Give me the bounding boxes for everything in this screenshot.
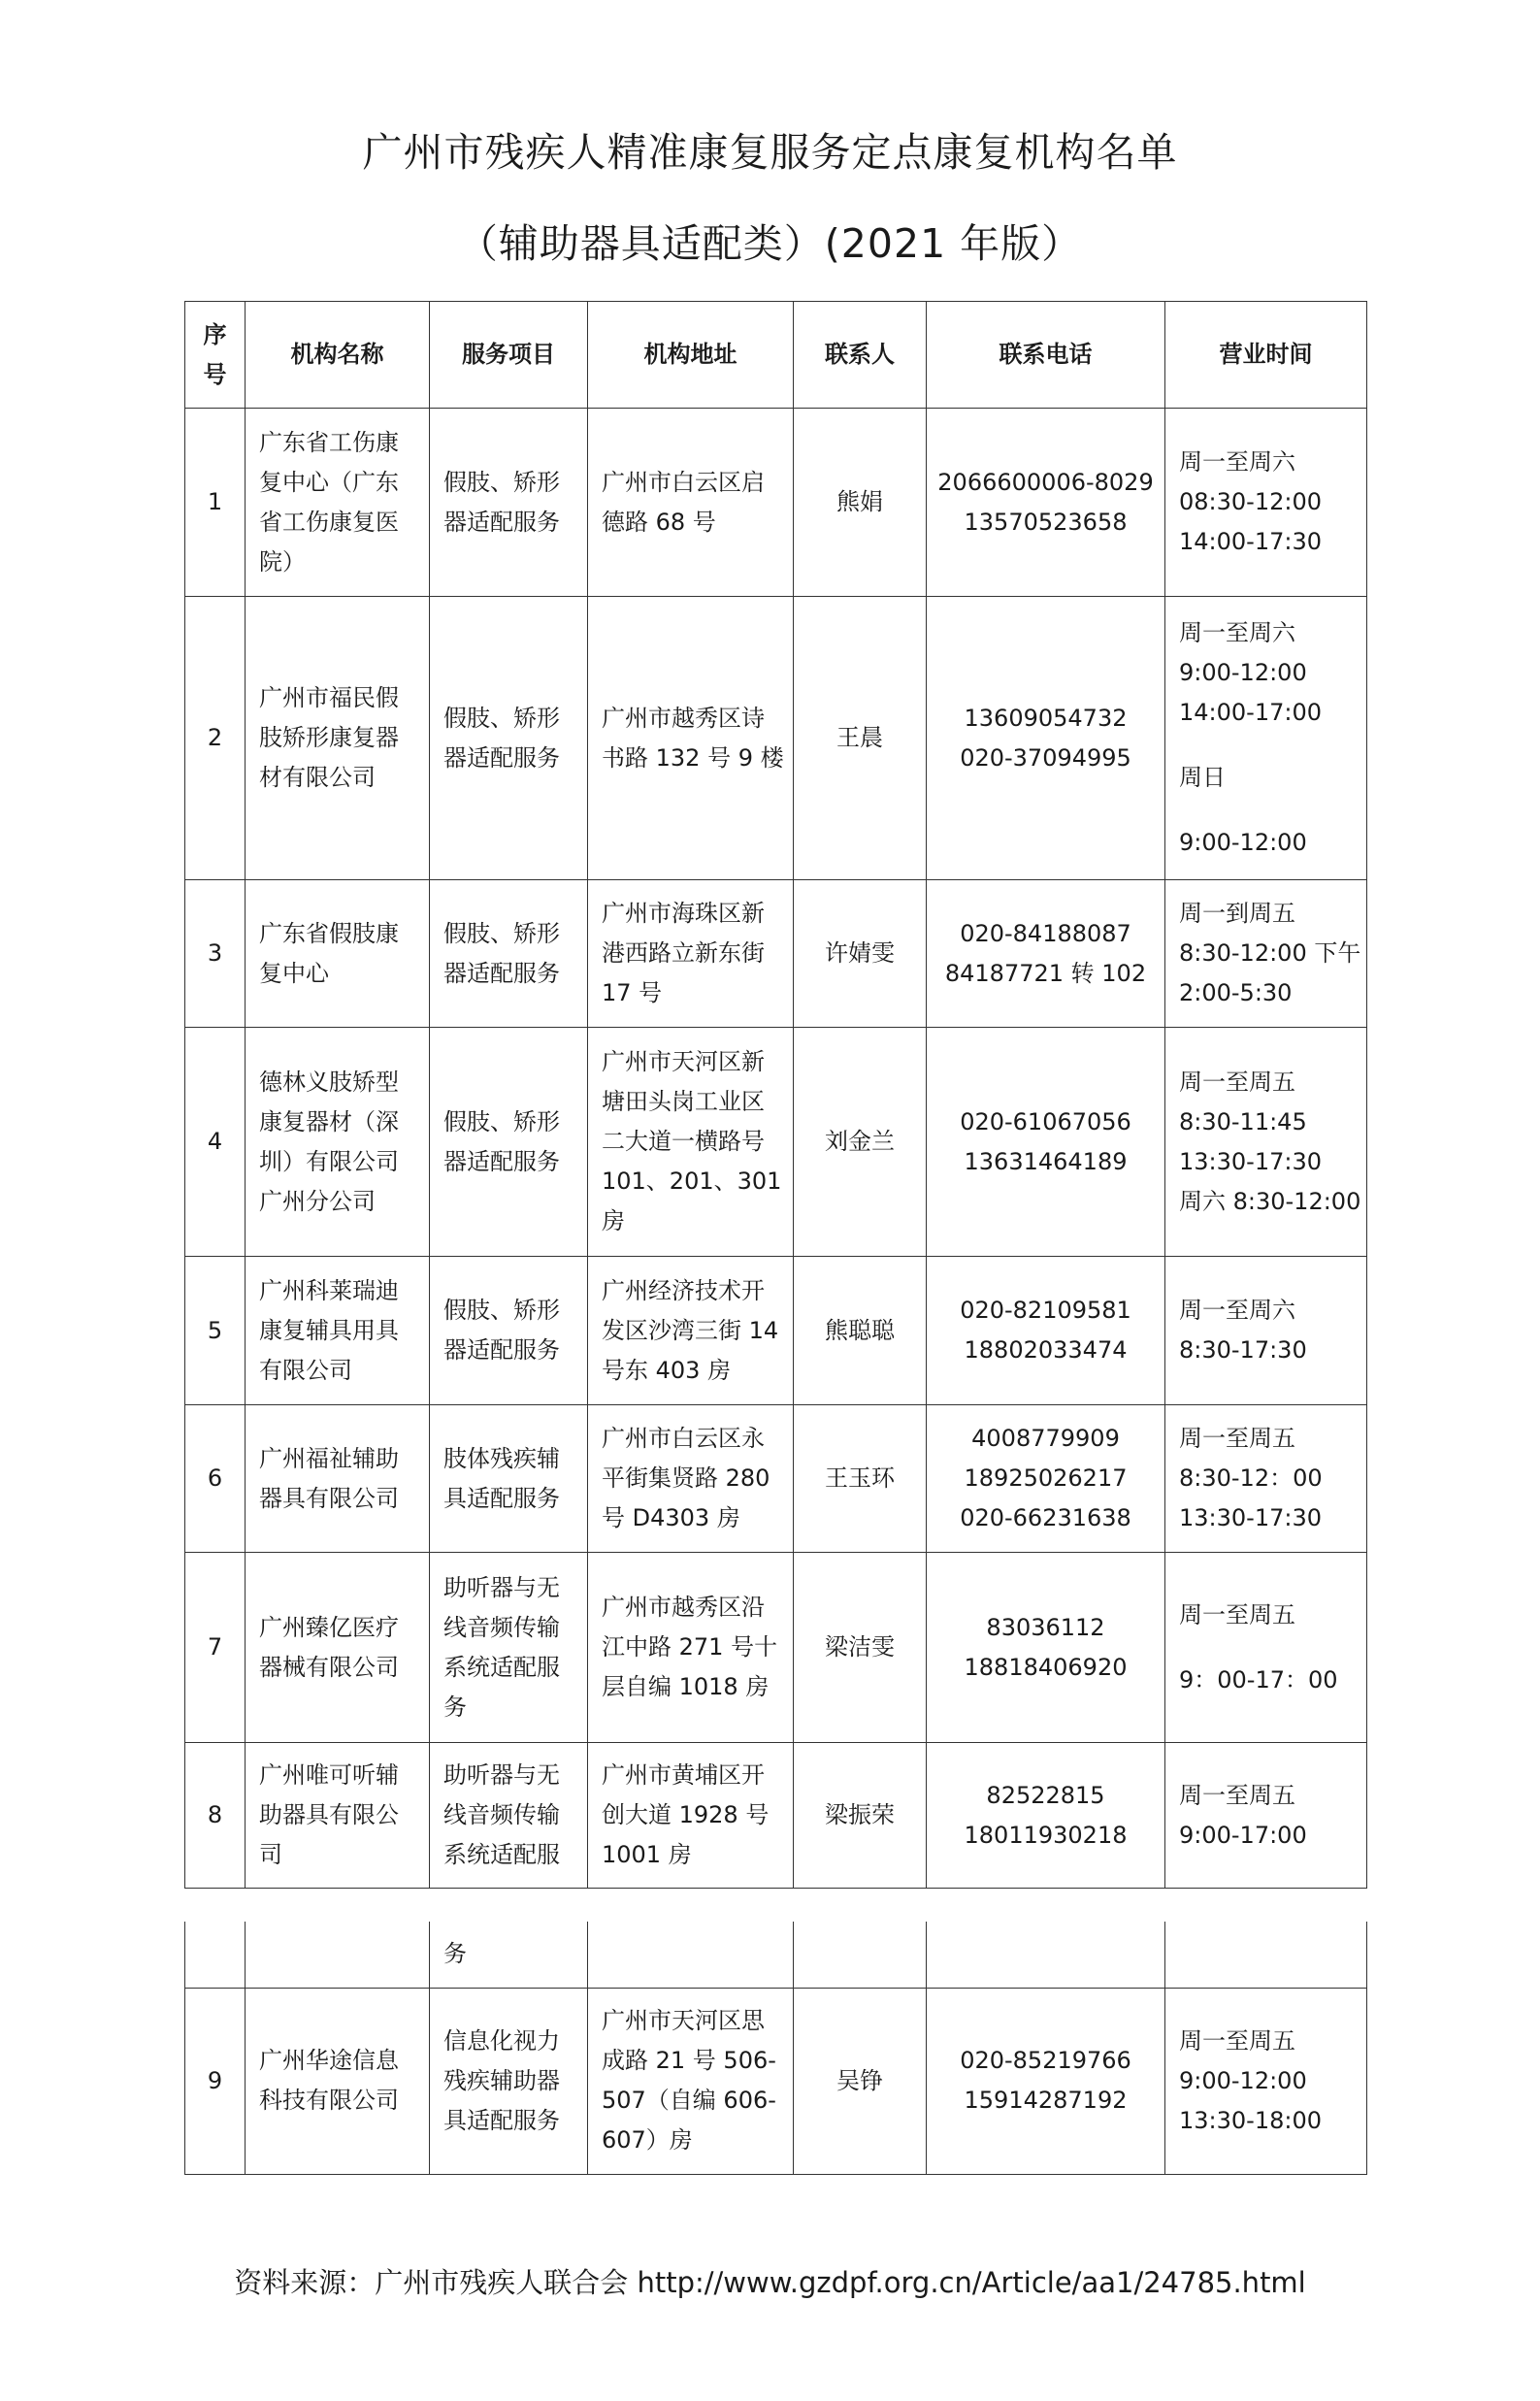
continuation-row <box>185 1922 1367 1988</box>
table-row <box>185 1743 1367 1889</box>
row-number: 1 <box>185 409 246 597</box>
table-row <box>185 1405 1367 1553</box>
business-hours: 周一至周五 9：00-17：00 <box>1165 1553 1367 1743</box>
institution-table <box>184 301 1367 1889</box>
institution-name: 广东省工伤康 复中心（广东 省工伤康复医 院） <box>246 409 430 597</box>
header-name: 机构名称 <box>246 302 430 409</box>
institution-address: 广州市白云区启 德路 68 号 <box>588 409 794 597</box>
service-item: 假肢、矫形 器适配服务 <box>430 409 588 597</box>
table-row <box>185 1257 1367 1405</box>
contact-phone: 020-84188087 84187721 转 102 <box>927 880 1165 1028</box>
contact-person: 熊聪聪 <box>794 1257 927 1405</box>
contact-phone: 82522815 18011930218 <box>927 1743 1165 1889</box>
row-number: 4 <box>185 1028 246 1257</box>
contact-person: 王晨 <box>794 597 927 880</box>
business-hours: 周一至周五 9:00-12:00 13:30-18:00 <box>1165 1988 1367 2174</box>
header-no: 序 号 <box>185 302 246 409</box>
table-row <box>185 880 1367 1028</box>
business-hours: 周一至周六 8:30-17:30 <box>1165 1257 1367 1405</box>
institution-address: 广州市海珠区新 港西路立新东街 17 号 <box>588 880 794 1028</box>
business-hours: 周一至周五 8:30-11:45 13:30-17:30 周六 8:30-12:00 <box>1165 1028 1367 1257</box>
table-row <box>185 597 1367 880</box>
business-hours: 周一至周六 9:00-12:00 14:00-17:00 周日 9:00-12:00 <box>1165 597 1367 880</box>
row-number: 9 <box>185 1988 246 2174</box>
institution-address: 广州市越秀区诗 书路 132 号 9 楼 <box>588 597 794 880</box>
business-hours: 周一至周五 8:30-12：00 13:30-17:30 <box>1165 1405 1367 1553</box>
row-number: 5 <box>185 1257 246 1405</box>
table-row <box>185 1028 1367 1257</box>
contact-phone: 020-85219766 15914287192 <box>927 1988 1165 2174</box>
row-number: 7 <box>185 1553 246 1743</box>
institution-name: 广州福祉辅助 器具有限公司 <box>246 1405 430 1553</box>
contact-person: 吴铮 <box>794 1988 927 2174</box>
business-hours: 周一到周五 8:30-12:00 下午 2:00-5:30 <box>1165 880 1367 1028</box>
table-row <box>185 409 1367 597</box>
contact-person: 熊娟 <box>794 409 927 597</box>
institution-address: 广州经济技术开 发区沙湾三街 14 号东 403 房 <box>588 1257 794 1405</box>
table-row <box>185 1553 1367 1743</box>
institution-address: 广州市天河区新 塘田头岗工业区 二大道一横路号 101、201、301 房 <box>588 1028 794 1257</box>
row-number: 8 <box>185 1743 246 1889</box>
contact-phone: 2066600006-8029 13570523658 <box>927 409 1165 597</box>
service-item: 助听器与无 线音频传输 系统适配服 务 <box>430 1553 588 1743</box>
institution-name: 德林义肢矫型 康复器材（深 圳）有限公司 广州分公司 <box>246 1028 430 1257</box>
table-body-continued <box>185 1922 1367 2174</box>
table-row <box>185 1988 1367 2174</box>
institution-name: 广东省假肢康 复中心 <box>246 880 430 1028</box>
institution-name: 广州科莱瑞迪 康复辅具用具 有限公司 <box>246 1257 430 1405</box>
row-number: 6 <box>185 1405 246 1553</box>
institution-name: 广州臻亿医疗 器械有限公司 <box>246 1553 430 1743</box>
contact-person: 许婧雯 <box>794 880 927 1028</box>
service-item: 肢体残疾辅 具适配服务 <box>430 1405 588 1553</box>
service-item: 假肢、矫形 器适配服务 <box>430 1257 588 1405</box>
service-item: 假肢、矫形 器适配服务 <box>430 1028 588 1257</box>
business-hours: 周一至周五 9:00-17:00 <box>1165 1743 1367 1889</box>
header-phone: 联系电话 <box>927 302 1165 409</box>
table-header-row <box>185 302 1367 409</box>
header-contact: 联系人 <box>794 302 927 409</box>
institution-name: 广州唯可听辅 助器具有限公 司 <box>246 1743 430 1889</box>
page-subtitle: （辅助器具适配类）(2021 年版） <box>457 220 1083 267</box>
contact-phone: 4008779909 18925026217 020-66231638 <box>927 1405 1165 1553</box>
header-service: 服务项目 <box>430 302 588 409</box>
contact-person: 梁洁雯 <box>794 1553 927 1743</box>
service-item: 假肢、矫形 器适配服务 <box>430 880 588 1028</box>
contact-person: 王玉环 <box>794 1405 927 1553</box>
row-number: 2 <box>185 597 246 880</box>
service-item: 信息化视力 残疾辅助器 具适配服务 <box>430 1988 588 2174</box>
contact-phone: 13609054732 020-37094995 <box>927 597 1165 880</box>
header-address: 机构地址 <box>588 302 794 409</box>
page-title: 广州市残疾人精准康复服务定点康复机构名单 <box>362 129 1178 176</box>
header-hours: 营业时间 <box>1165 302 1367 409</box>
service-item: 助听器与无 线音频传输 系统适配服 <box>430 1743 588 1889</box>
institution-table-continued <box>184 1922 1367 2175</box>
contact-phone: 020-61067056 13631464189 <box>927 1028 1165 1257</box>
contact-phone: 020-82109581 18802033474 <box>927 1257 1165 1405</box>
institution-name: 广州市福民假 肢矫形康复器 材有限公司 <box>246 597 430 880</box>
institution-address: 广州市越秀区沿 江中路 271 号十 层自编 1018 房 <box>588 1553 794 1743</box>
contact-person: 刘金兰 <box>794 1028 927 1257</box>
institution-address: 广州市黄埔区开 创大道 1928 号 1001 房 <box>588 1743 794 1889</box>
service-item: 假肢、矫形 器适配服务 <box>430 597 588 880</box>
service-cell-continued: 务 <box>430 1922 588 1988</box>
institution-address: 广州市天河区思 成路 21 号 506- 507（自编 606- 607）房 <box>588 1988 794 2174</box>
institution-name: 广州华途信息 科技有限公司 <box>246 1988 430 2174</box>
contact-person: 梁振荣 <box>794 1743 927 1889</box>
table-body <box>185 409 1367 1889</box>
contact-phone: 83036112 18818406920 <box>927 1553 1165 1743</box>
business-hours: 周一至周六 08:30-12:00 14:00-17:30 <box>1165 409 1367 597</box>
row-number: 3 <box>185 880 246 1028</box>
source-note: 资料来源：广州市残疾人联合会 http://www.gzdpf.org.cn/Article/aa1/24785.html <box>234 2266 1306 2299</box>
institution-address: 广州市白云区永 平街集贤路 280 号 D4303 房 <box>588 1405 794 1553</box>
